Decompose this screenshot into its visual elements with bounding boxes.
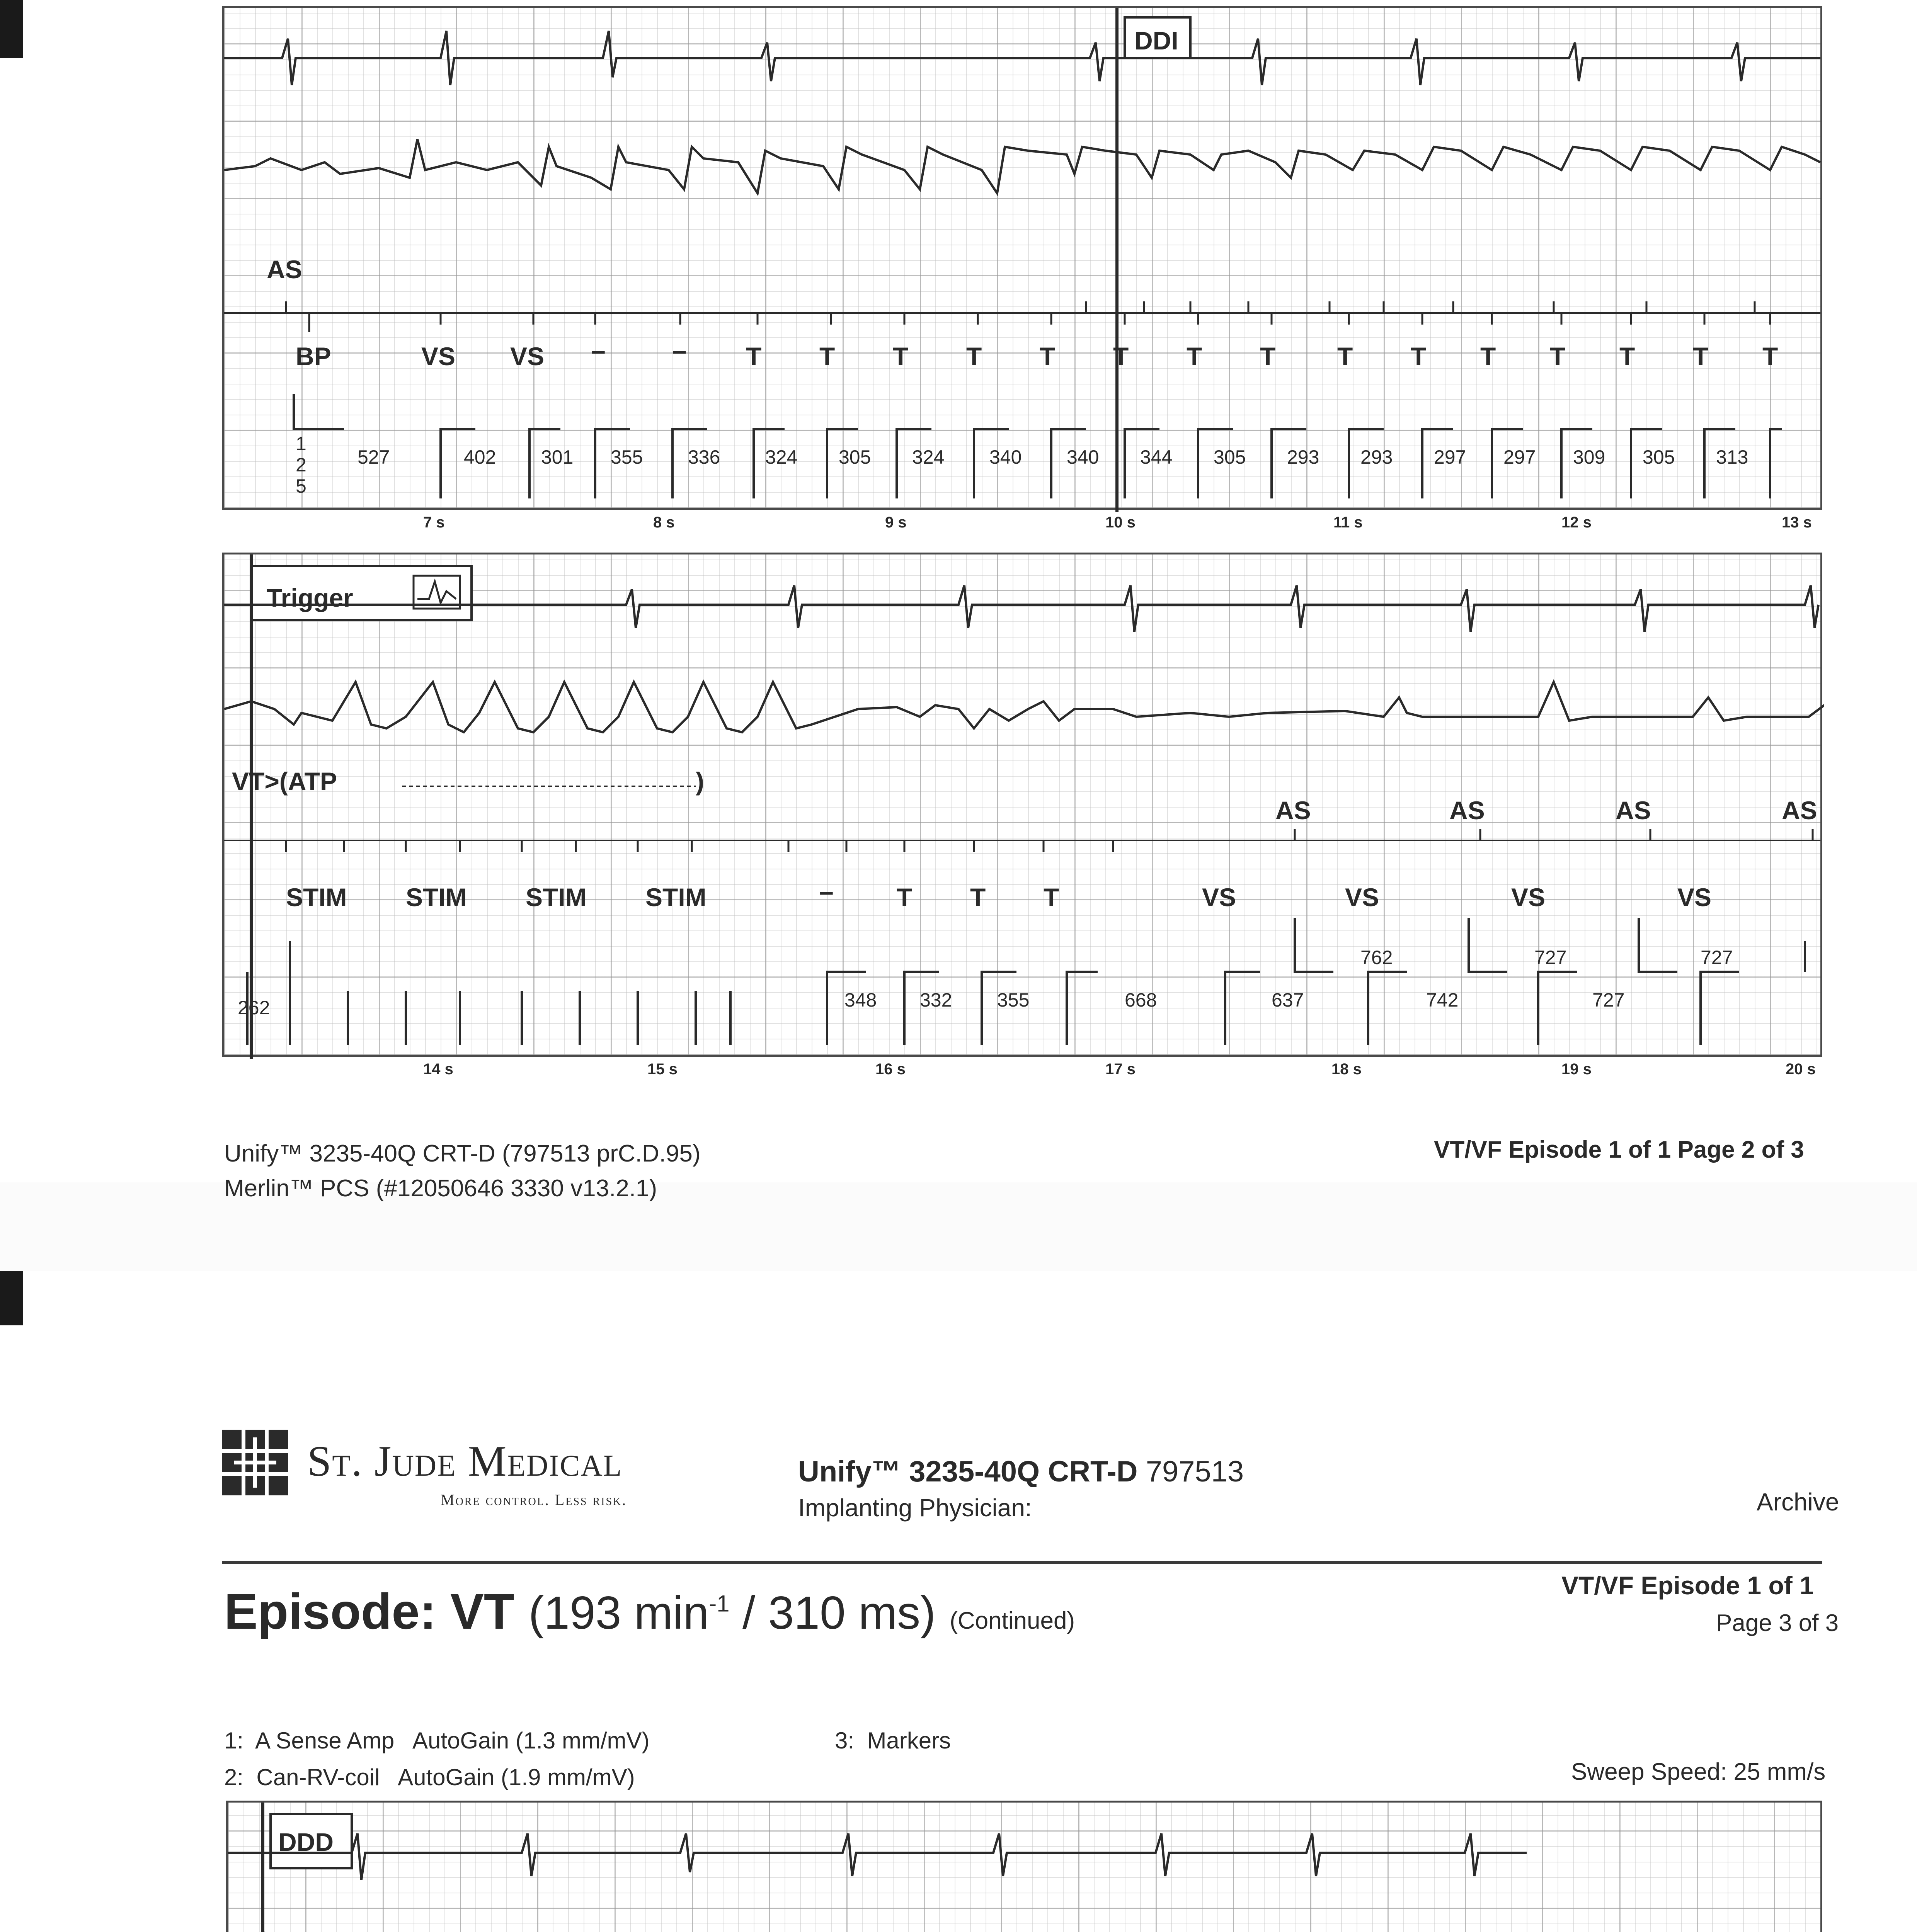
ventricular-marker-labels bbox=[286, 877, 1711, 912]
svg-text:305: 305 bbox=[839, 446, 871, 468]
time-tick: 8 s bbox=[653, 514, 675, 531]
svg-text:262: 262 bbox=[238, 997, 270, 1019]
brand-tagline: More control. Less risk. bbox=[441, 1491, 627, 1509]
svg-text:297: 297 bbox=[1503, 446, 1536, 468]
svg-text:T: T bbox=[1619, 342, 1635, 371]
channel-2-legend: 2: Can-RV-coil AutoGain (1.9 mm/mV) bbox=[224, 1764, 635, 1790]
svg-text:305: 305 bbox=[1643, 446, 1675, 468]
time-tick: 20 s bbox=[1786, 1061, 1816, 1078]
svg-text:355: 355 bbox=[611, 446, 643, 468]
episode-count: VT/VF Episode 1 of 1 bbox=[1561, 1571, 1814, 1600]
header-rule bbox=[222, 1561, 1822, 1564]
time-tick: 16 s bbox=[875, 1061, 906, 1078]
device-serial: 797513 bbox=[1146, 1455, 1244, 1488]
svg-text:T: T bbox=[966, 342, 982, 371]
device-header bbox=[798, 1455, 1244, 1488]
physician-label: Implanting Physician: bbox=[798, 1494, 1032, 1522]
svg-text:T: T bbox=[893, 342, 909, 371]
svg-text:324: 324 bbox=[765, 446, 798, 468]
ventricular-trace bbox=[224, 139, 1820, 193]
svg-text:340: 340 bbox=[989, 446, 1022, 468]
st-jude-logo-icon bbox=[222, 1430, 288, 1495]
svg-text:–: – bbox=[672, 336, 687, 365]
svg-text:527: 527 bbox=[358, 446, 390, 468]
time-tick: 14 s bbox=[423, 1061, 453, 1078]
svg-text:293: 293 bbox=[1360, 446, 1393, 468]
svg-text:355: 355 bbox=[997, 989, 1030, 1011]
ecg-strip-lower bbox=[226, 1801, 1822, 1932]
svg-text:T: T bbox=[1480, 342, 1496, 371]
svg-text:STIM: STIM bbox=[286, 883, 347, 912]
svg-text:–: – bbox=[819, 877, 834, 906]
archive-label: Archive bbox=[1757, 1488, 1839, 1516]
ecg-strip-upper-1 bbox=[222, 6, 1822, 510]
svg-text:344: 344 bbox=[1140, 446, 1173, 468]
page-number: Page 3 of 3 bbox=[1716, 1610, 1839, 1636]
svg-text:VS: VS bbox=[1345, 883, 1379, 912]
svg-text:301: 301 bbox=[541, 446, 574, 468]
svg-text:762: 762 bbox=[1360, 947, 1393, 968]
brand-name: St. Jude Medical bbox=[307, 1437, 623, 1485]
svg-text:VS: VS bbox=[421, 342, 456, 371]
svg-text:293: 293 bbox=[1287, 446, 1319, 468]
svg-text:T: T bbox=[1044, 883, 1059, 912]
svg-text:727: 727 bbox=[1534, 947, 1567, 968]
svg-text:727: 727 bbox=[1592, 989, 1625, 1011]
svg-text:332: 332 bbox=[920, 989, 952, 1011]
registration-mark-top bbox=[0, 0, 23, 58]
svg-text:305: 305 bbox=[1214, 446, 1246, 468]
svg-text:T: T bbox=[1411, 342, 1427, 371]
svg-text:T: T bbox=[1337, 342, 1353, 371]
svg-text:348: 348 bbox=[844, 989, 877, 1011]
svg-text:T: T bbox=[970, 883, 986, 912]
svg-text:STIM: STIM bbox=[526, 883, 587, 912]
programmer-line: Merlin™ PCS (#12050646 3330 v13.2.1) bbox=[224, 1175, 657, 1202]
svg-text:STIM: STIM bbox=[406, 883, 467, 912]
ecg-strip-upper-2 bbox=[222, 553, 1822, 1057]
time-tick: 12 s bbox=[1561, 514, 1592, 531]
svg-text:VS: VS bbox=[510, 342, 545, 371]
svg-text:VS: VS bbox=[1511, 883, 1546, 912]
time-tick: 17 s bbox=[1105, 1061, 1136, 1078]
svg-text:T: T bbox=[1113, 342, 1129, 371]
mode-label-ddi: DDI bbox=[1134, 26, 1178, 55]
svg-text:STIM: STIM bbox=[645, 883, 707, 912]
svg-text:742: 742 bbox=[1426, 989, 1459, 1011]
time-tick: 7 s bbox=[423, 514, 445, 531]
svg-text:5: 5 bbox=[296, 475, 306, 497]
sweep-speed: Sweep Speed: 25 mm/s bbox=[1571, 1759, 1826, 1785]
svg-text:BP: BP bbox=[296, 342, 331, 371]
as-label: AS bbox=[267, 255, 302, 284]
svg-text:336: 336 bbox=[688, 446, 720, 468]
svg-text:324: 324 bbox=[912, 446, 945, 468]
episode-page-footer: VT/VF Episode 1 of 1 Page 2 of 3 bbox=[1434, 1136, 1804, 1163]
atrial-trace bbox=[228, 1833, 1527, 1880]
ecg-strip-upper-2-traces bbox=[224, 554, 1824, 1059]
svg-text:T: T bbox=[1040, 342, 1056, 371]
svg-text:T: T bbox=[819, 342, 835, 371]
svg-text:T: T bbox=[1260, 342, 1276, 371]
svg-text:297: 297 bbox=[1434, 446, 1466, 468]
svg-text:668: 668 bbox=[1125, 989, 1157, 1011]
atp-label: VT>(ATP bbox=[232, 767, 337, 796]
trigger-label: Trigger bbox=[267, 583, 353, 612]
time-tick: 19 s bbox=[1561, 1061, 1592, 1078]
time-tick: 10 s bbox=[1105, 514, 1136, 531]
time-tick: 11 s bbox=[1333, 514, 1363, 531]
atrial-trace bbox=[224, 31, 1820, 85]
time-tick: 18 s bbox=[1331, 1061, 1362, 1078]
mode-label-ddd: DDD bbox=[278, 1828, 334, 1856]
interval-values bbox=[358, 446, 1748, 468]
svg-text:402: 402 bbox=[464, 446, 496, 468]
ventricular-trace bbox=[224, 682, 1824, 732]
svg-text:637: 637 bbox=[1272, 989, 1304, 1011]
time-tick: 15 s bbox=[647, 1061, 678, 1078]
ecg-strip-upper-1-traces bbox=[224, 8, 1824, 512]
svg-text:T: T bbox=[1550, 342, 1566, 371]
svg-text:2: 2 bbox=[296, 454, 306, 476]
svg-text:T: T bbox=[897, 883, 913, 912]
svg-text:AS: AS bbox=[1449, 796, 1485, 825]
ecg-strip-lower-traces bbox=[228, 1803, 1824, 1932]
svg-text:T: T bbox=[1693, 342, 1709, 371]
ventricular-trace bbox=[228, 1930, 1538, 1932]
interval-brackets bbox=[294, 394, 1782, 498]
svg-text:AS: AS bbox=[1782, 796, 1817, 825]
svg-text:T: T bbox=[1187, 342, 1202, 371]
svg-text:313: 313 bbox=[1716, 446, 1748, 468]
interval-brackets bbox=[247, 918, 1805, 1045]
channel-1-legend: 1: A Sense Amp AutoGain (1.3 mm/mV) bbox=[224, 1728, 650, 1753]
device-bold: Unify™ 3235-40Q CRT-D bbox=[798, 1455, 1138, 1488]
row-label: 1 bbox=[296, 433, 306, 454]
svg-text:309: 309 bbox=[1573, 446, 1605, 468]
interval-values bbox=[238, 947, 1733, 1019]
svg-text:–: – bbox=[591, 336, 606, 365]
svg-text:T: T bbox=[1762, 342, 1778, 371]
time-tick: 13 s bbox=[1782, 514, 1812, 531]
atp-close: ) bbox=[696, 767, 704, 796]
svg-text:340: 340 bbox=[1067, 446, 1099, 468]
channel-3-legend: 3: Markers bbox=[835, 1728, 951, 1753]
svg-text:AS: AS bbox=[1275, 796, 1311, 825]
ventricular-marker-labels bbox=[296, 336, 1778, 371]
time-tick: 9 s bbox=[885, 514, 907, 531]
as-labels bbox=[1275, 796, 1817, 825]
marker-ticks bbox=[286, 301, 1770, 332]
episode-title: Episode: VT (193 $\min^{-1} / 310$ ms) (Continued) bbox=[224, 1583, 1075, 1639]
svg-text:727: 727 bbox=[1701, 947, 1733, 968]
registration-mark-middle bbox=[0, 1267, 23, 1325]
svg-text:VS: VS bbox=[1677, 883, 1712, 912]
device-line: Unify™ 3235-40Q CRT-D (797513 prC.D.95) bbox=[224, 1140, 701, 1167]
svg-text:AS: AS bbox=[1616, 796, 1651, 825]
svg-text:T: T bbox=[746, 342, 762, 371]
svg-text:VS: VS bbox=[1202, 883, 1236, 912]
